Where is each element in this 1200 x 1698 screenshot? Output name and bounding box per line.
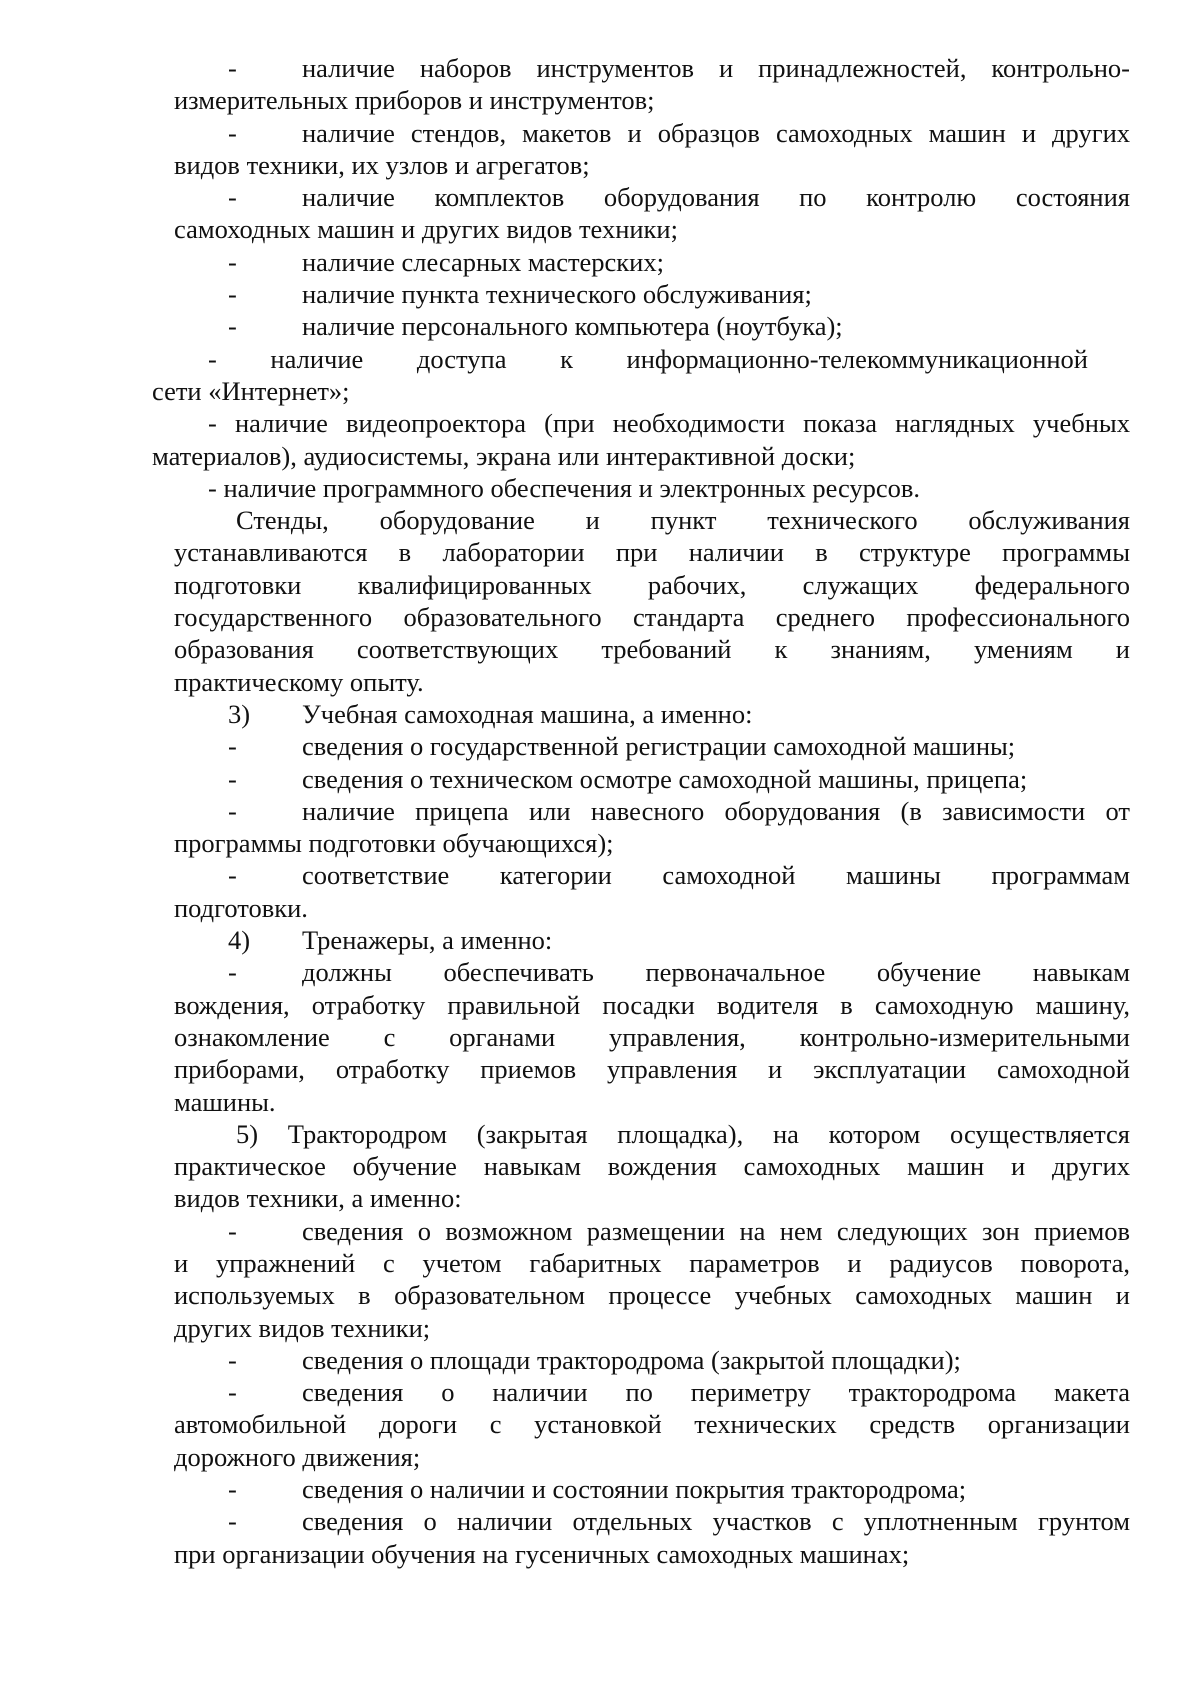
text-line [0,407,1200,439]
line-text: сведения о возможном размещении на нем следующих зон приемов [302,1215,1130,1246]
text-line [0,698,1200,730]
text-line [0,763,1200,795]
line-text: практическое обучение навыкам вождения самоходных машин и других [174,1151,1130,1182]
line-text: - наличие доступа к информационно-телекоммуникационной [208,343,1088,374]
line-text: подготовки квалифицированных рабочих, служащих федерального [174,569,1130,600]
line-text: - наличие видеопроектора (при необходимости показа наглядных учебных [208,408,1130,439]
list-marker: - [228,53,237,83]
text-line [0,536,1200,568]
text-line [0,1086,1200,1118]
list-marker: - [228,795,237,826]
text-line [0,569,1200,601]
text-line [0,1053,1200,1085]
text-line [0,343,1200,375]
line-text: программы подготовки обучающихся); [174,828,614,859]
line-text: наличие наборов инструментов и принадлежностей, контрольно- [302,53,1130,83]
line-text: 5) Трактородром (закрытая площадка), на котором осуществляется [236,1118,1130,1149]
text-line [0,827,1200,859]
text-line [0,633,1200,665]
line-text: вождения, отработку правильной посадки водителя в самоходную машину, [174,989,1130,1020]
list-marker: - [228,1215,237,1246]
line-text: ознакомление с органами управления, контрольно-измерительными [174,1021,1130,1052]
line-text: наличие стендов, макетов и образцов самоходных машин и других [302,117,1130,148]
text-line [0,924,1200,956]
line-text: сведения о наличии отдельных участков с уплотненным грунтом [302,1506,1130,1537]
text-line [0,1538,1200,1570]
text-line [0,84,1200,116]
text-line [0,795,1200,827]
line-text: наличие персонального компьютера (ноутбука); [302,311,843,342]
line-text: наличие прицепа или навесного оборудования (в зависимости от [302,795,1130,826]
line-text: машины. [174,1086,276,1117]
list-marker: - [228,957,237,988]
line-text: сети «Интернет»; [152,375,350,406]
line-text: измерительных приборов и инструментов; [174,85,655,116]
line-text: сведения о государственной регистрации самоходной машины; [302,731,1016,762]
text-line [0,440,1200,472]
text-line [0,892,1200,924]
text-line [0,666,1200,698]
text-line [0,1279,1200,1311]
line-text: Учебная самоходная машина, а именно: [302,698,753,729]
line-text: соответствие категории самоходной машины программам [302,860,1130,891]
text-line [0,52,1200,84]
list-marker: - [228,1377,237,1408]
line-text: при организации обучения на гусеничных самоходных машинах; [174,1538,910,1569]
line-text: Тренажеры, а именно: [302,925,553,956]
line-text: государственного образовательного стандарта среднего профессионального [174,602,1130,633]
text-line [0,278,1200,310]
line-text: приборами, отработку приемов управления и эксплуатации самоходной [174,1054,1130,1085]
text-line [0,1118,1200,1150]
text-line [0,310,1200,342]
list-marker: - [228,246,237,277]
line-text: должны обеспечивать первоначальное обучение навыкам [302,957,1130,988]
text-line [0,1408,1200,1440]
line-text: автомобильной дороги с установкой технических средств организации [174,1409,1130,1440]
line-text: других видов техники; [174,1312,431,1343]
list-marker: - [228,182,237,213]
line-text: - наличие программного обеспечения и электронных ресурсов. [208,472,921,503]
list-marker: - [228,731,237,762]
text-line [0,1473,1200,1505]
line-text: сведения о площади трактородрома (закрытой площадки); [302,1344,961,1375]
text-line [0,246,1200,278]
list-marker: - [228,311,237,342]
text-line [0,730,1200,762]
line-text: сведения о наличии по периметру трактородрома макета [302,1377,1130,1408]
text-line [0,149,1200,181]
line-text: сведения о наличии и состоянии покрытия трактородрома; [302,1474,967,1505]
line-text: и упражнений с учетом габаритных параметров и радиусов поворота, [174,1247,1130,1278]
line-text: Стенды, оборудование и пункт технического обслуживания [236,505,1130,536]
line-text: используемых в образовательном процессе учебных самоходных машин и [174,1280,1130,1311]
text-line [0,504,1200,536]
list-marker: - [228,860,237,891]
list-marker: 4) [228,925,251,956]
list-marker: - [228,1506,237,1537]
line-text: наличие пункта технического обслуживания; [302,279,812,310]
document-body [0,52,1200,1570]
line-text: наличие слесарных мастерских; [302,246,664,277]
line-text: подготовки. [174,892,308,923]
list-marker: - [228,117,237,148]
text-line [0,472,1200,504]
list-marker: - [228,1474,237,1505]
line-text: видов техники, а именно: [174,1183,462,1214]
text-line [0,1505,1200,1537]
text-line [0,213,1200,245]
text-line [0,1150,1200,1182]
line-text: дорожного движения; [174,1441,421,1472]
text-line [0,181,1200,213]
text-line [0,1344,1200,1376]
list-marker: - [228,763,237,794]
line-text: материалов), аудиосистемы, экрана или интерактивной доски; [152,440,856,471]
text-line [0,989,1200,1021]
list-marker: - [228,279,237,310]
text-line [0,1021,1200,1053]
text-line [0,1441,1200,1473]
text-line [0,1376,1200,1408]
list-marker: 3) [228,698,251,729]
line-text: самоходных машин и других видов техники; [174,214,678,245]
line-text: наличие комплектов оборудования по контролю состояния [302,182,1130,213]
text-line [0,1312,1200,1344]
list-marker: - [228,1344,237,1375]
text-line [0,601,1200,633]
text-line [0,1182,1200,1214]
line-text: образования соответствующих требований к знаниям, умениям и [174,634,1130,665]
text-line [0,117,1200,149]
line-text: сведения о техническом осмотре самоходной машины, прицепа; [302,763,1028,794]
line-text: видов техники, их узлов и агрегатов; [174,149,590,180]
line-text: устанавливаются в лаборатории при наличии в структуре программы [174,537,1130,568]
text-line [0,956,1200,988]
line-text: практическому опыту. [174,666,424,697]
text-line [0,1247,1200,1279]
text-line [0,859,1200,891]
text-line [0,1215,1200,1247]
text-line [0,375,1200,407]
